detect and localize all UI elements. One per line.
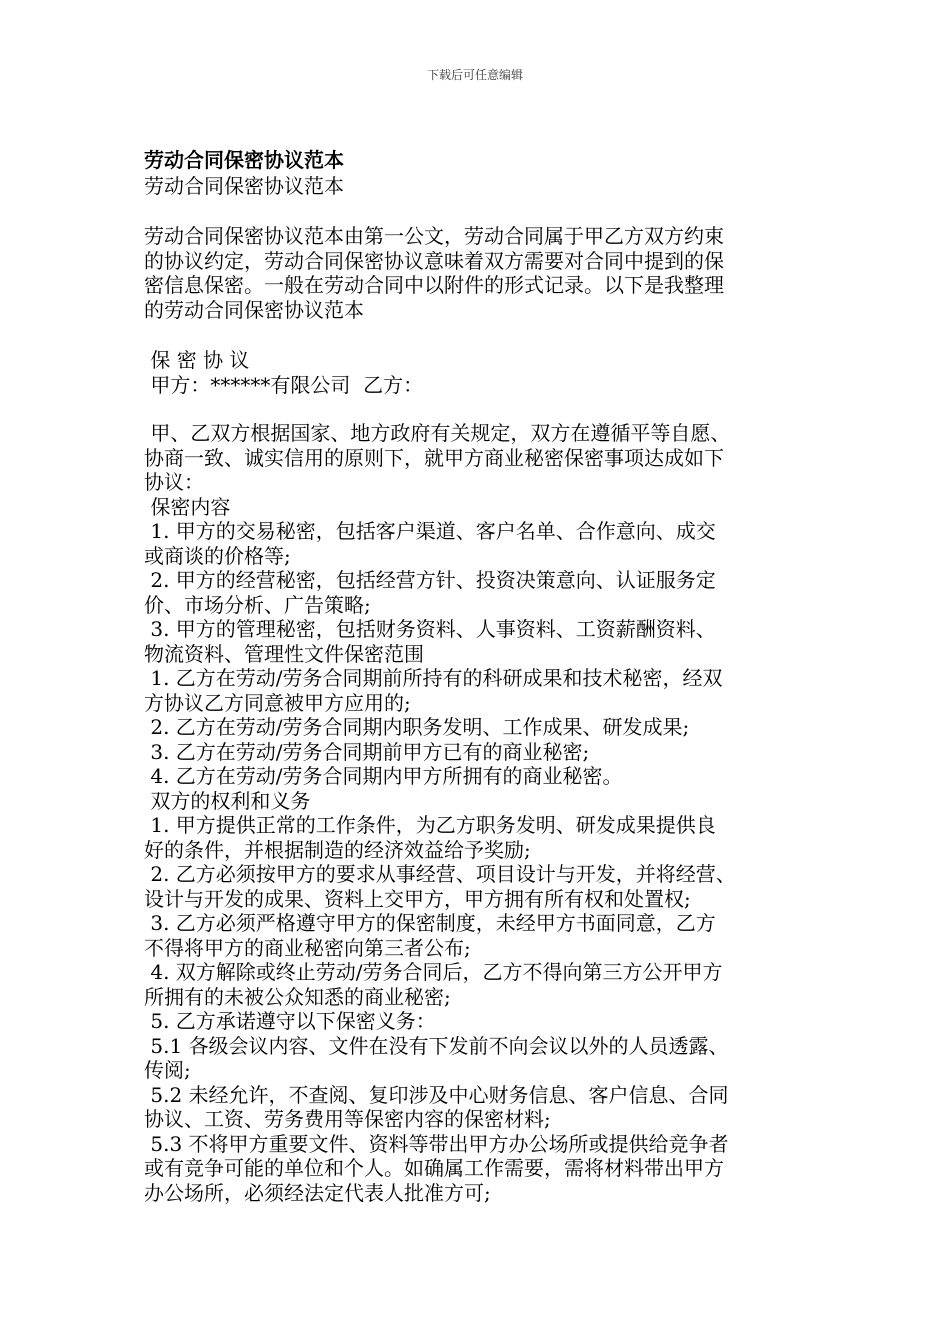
text-line: 1. 甲方提供正常的工作条件，为乙方职务发明、研发成果提供良	[144, 813, 716, 837]
list-item: 2. 乙方在劳动/劳务合同期内职务发明、工作成果、研发成果;	[144, 715, 690, 739]
text-line: 2. 乙方必须按甲方的要求从事经营、项目设计与开发，并将经营、	[144, 862, 736, 886]
section-heading: 保密内容	[144, 494, 231, 519]
text-line: 5.1 各级会议内容、文件在没有下发前不向会议以外的人员透露、	[144, 1033, 729, 1058]
text-line: 设计与开发的成果、资料上交甲方，甲方拥有所有权和处置权;	[144, 886, 691, 911]
list-item: 3. 乙方在劳动/劳务合同期前甲方已有的商业秘密;	[144, 739, 590, 764]
text-line: 的劳动合同保密协议范本	[144, 297, 364, 322]
list-item: 5. 乙方承诺遵守以下保密义务：	[144, 1009, 436, 1033]
text-line: 1. 甲方的交易秘密，包括客户渠道、客户名单、合作意向、成交	[144, 519, 716, 543]
parties-line: 甲方：******有限公司 乙方：	[144, 372, 424, 397]
header-note: 下载后可任意编辑	[426, 68, 523, 82]
text-line: 甲、乙双方根据国家、地方政府有关规定，双方在遵循平等自愿、	[144, 421, 731, 445]
text-line: 不得将甲方的商业秘密向第三者公布;	[144, 935, 471, 960]
text-line: 协商一致、诚实信用的原则下，就甲方商业秘密保密事项达成如下	[144, 445, 724, 470]
list-item: 4. 乙方在劳动/劳务合同期内甲方所拥有的商业秘密。	[144, 764, 623, 788]
text-line: 办公场所，必须经法定代表人批准方可;	[144, 1180, 491, 1205]
text-line: 劳动合同保密协议范本由第一公文，劳动合同属于甲乙方双方约束	[144, 224, 724, 248]
text-line: 3. 乙方必须严格遵守甲方的保密制度，未经甲方书面同意，乙方	[144, 911, 716, 935]
text-line: 物流资料、管理性文件保密范围	[144, 641, 424, 666]
agreement-body	[144, 421, 808, 1205]
text-line: 3. 甲方的管理秘密，包括财务资料、人事资料、工资薪酬资料、	[144, 617, 716, 641]
agreement-title: 保 密 协 议	[144, 348, 250, 372]
text-line: 传阅;	[144, 1058, 191, 1082]
text-line: 1. 乙方在劳动/劳务合同期前所持有的科研成果和技术秘密，经双	[144, 666, 723, 690]
intro-paragraph	[144, 224, 808, 322]
text-line: 方协议乙方同意被甲方应用的;	[144, 690, 411, 715]
text-line: 密信息保密。一般在劳动合同中以附件的形式记录。以下是我整理	[144, 273, 724, 297]
section-heading: 双方的权利和义务	[144, 788, 311, 813]
text-line: 协议、工资、劳务费用等保密内容的保密材料;	[144, 1107, 551, 1131]
text-line: 5.2 未经允许，不查阅、复印涉及中心财务信息、客户信息、合同	[144, 1082, 729, 1107]
text-line: 或有竞争可能的单位和个人。如确属工作需要，需将材料带出甲方	[144, 1156, 724, 1180]
text-line: 协议：	[144, 470, 204, 494]
text-line: 2. 甲方的经营秘密，包括经营方针、投资决策意向、认证服务定	[144, 568, 716, 592]
text-line: 5.3 不将甲方重要文件、资料等带出甲方办公场所或提供给竞争者	[144, 1131, 729, 1156]
document-body	[144, 146, 808, 1205]
text-line: 所拥有的未被公众知悉的商业秘密;	[144, 984, 451, 1009]
agreement-header	[144, 348, 808, 397]
text-line: 好的条件，并根据制造的经济效益给予奖励;	[144, 837, 531, 862]
document-subtitle: 劳动合同保密协议范本	[144, 174, 344, 198]
document-title: 劳动合同保密协议范本	[144, 148, 344, 172]
text-line: 价、市场分析、广告策略;	[144, 592, 371, 617]
text-line: 的协议约定，劳动合同保密协议意味着双方需要对合同中提到的保	[144, 248, 724, 273]
text-line: 或商谈的价格等;	[144, 543, 291, 568]
text-line: 4. 双方解除或终止劳动/劳务合同后，乙方不得向第三方公开甲方	[144, 960, 723, 984]
